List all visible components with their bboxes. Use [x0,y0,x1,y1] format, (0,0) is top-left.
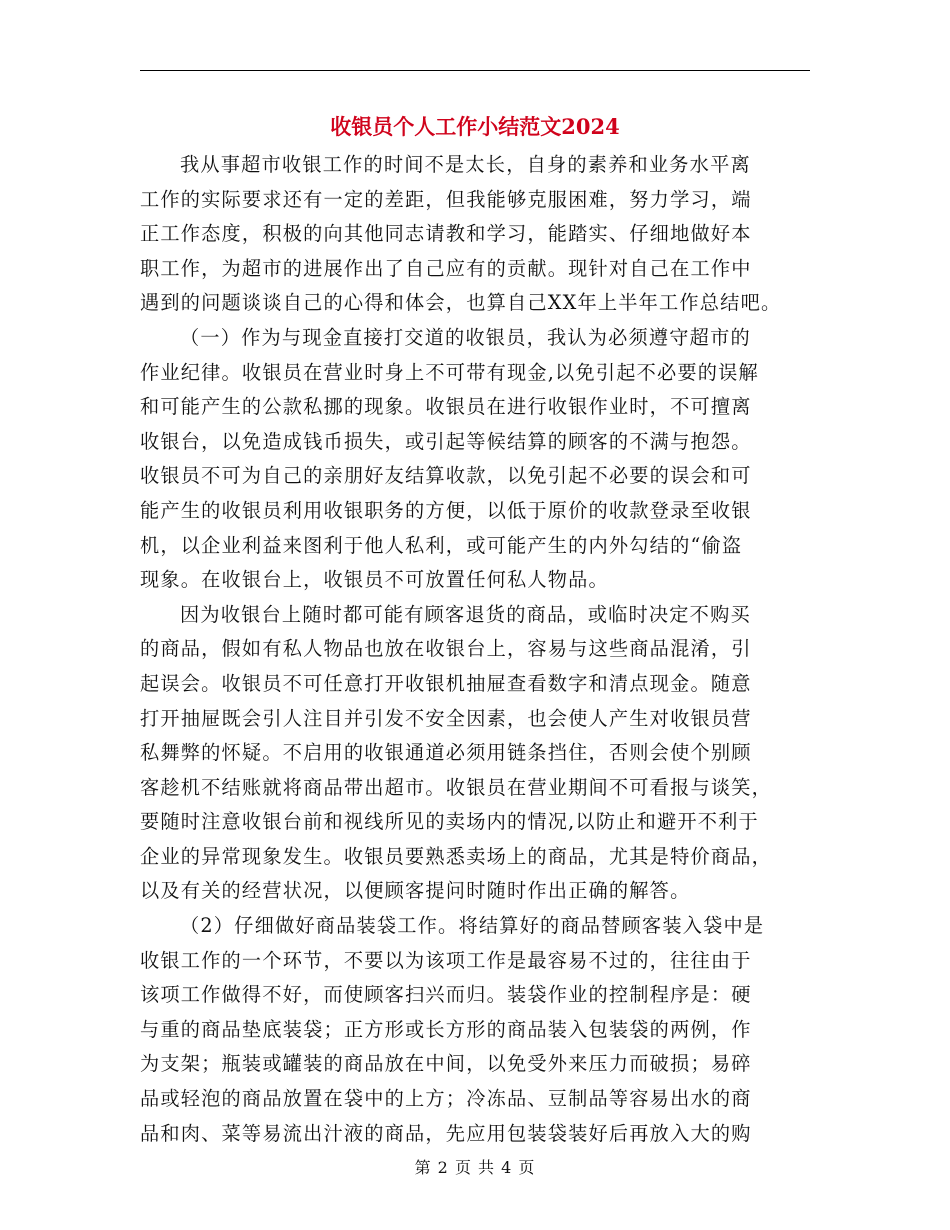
document-body [140,148,810,1151]
body-line: 作业纪律。收银员在营业时身上不可带有现金,以免引起不必要的误解 [140,360,759,384]
body-line: 收银台，以免造成钱币损失，或引起等候结算的顾客的不满与抱怨。 [140,429,752,453]
body-line: 要随时注意收银台前和视线所见的卖场内的情况,以防止和避开不利于 [140,810,759,834]
body-line: 以及有关的经营状况，以便顾客提问时随时作出正确的解答。 [140,879,691,903]
body-line: （一）作为与现金直接打交道的收银员，我认为必须遵守超市的 [180,325,751,349]
body-line: 我从事超市收银工作的时间不是太长，自身的素养和业务水平离 [180,153,751,176]
body-line: 品和肉、菜等易流出汁液的商品，先应用包装袋装好后再放入大的购 [140,1121,752,1145]
page-footer: 第 2 页 共 4 页 [414,1158,536,1177]
body-line: 收银工作的一个环节，不要以为该项工作是最容易不过的，往往由于 [140,948,752,972]
body-line: （2）仔细做好商品装袋工作。将结算好的商品替顾客装入袋中是 [180,914,765,938]
body-line: 能产生的收银员利用收银职务的方便，以低于原价的收款登录至收银 [140,498,752,522]
body-line: 工作的实际要求还有一定的差距，但我能够克服困难，努力学习，端 [140,187,752,211]
body-line: 现象。在收银台上，收银员不可放置任何私人物品。 [140,568,609,592]
body-line: 打开抽屉既会引人注目并引发不安全因素，也会使人产生对收银员营 [140,706,752,730]
body-line: 因为收银台上随时都可能有顾客退货的商品，或临时决定不购买 [180,602,751,626]
body-line: 机，以企业利益来图利于他人私利，或可能产生的内外勾结的“偷盗 [140,533,743,557]
body-line: 私舞弊的怀疑。不启用的收银通道必须用链条挡住，否则会使个别顾 [140,741,752,765]
document-title: 收银员个人工作小结范文2024 [330,114,620,139]
body-line: 企业的异常现象发生。收银员要熟悉卖场上的商品，尤其是特价商品， [140,844,773,868]
body-line: 起误会。收银员不可任意打开收银机抽屉查看数字和清点现金。随意 [140,671,752,695]
body-line: 客趁机不结账就将商品带出超市。收银员在营业期间不可看报与谈笑， [140,775,773,799]
body-line: 该项工作做得不好，而使顾客扫兴而归。装袋作业的控制程序是：硬 [140,983,752,1007]
body-line: 收银员不可为自己的亲朋好友结算收款，以免引起不必要的误会和可 [140,464,752,488]
body-line: 正工作态度，积极的向其他同志请教和学习，能踏实、仔细地做好本 [140,222,752,246]
header-rule [140,70,810,71]
body-line: 职工作，为超市的进展作出了自己应有的贡献。现针对自己在工作中 [140,256,752,280]
body-line: 的商品，假如有私人物品也放在收银台上，容易与这些商品混淆，引 [140,637,752,661]
body-line: 为支架；瓶装或罐装的商品放在中间，以免受外来压力而破损；易碎 [140,1052,752,1076]
body-line: 品或轻泡的商品放置在袋中的上方；冷冻品、豆制品等容易出水的商 [140,1087,752,1111]
body-line: 与重的商品垫底装袋；正方形或长方形的商品装入包装袋的两例，作 [140,1017,752,1041]
body-line: 遇到的问题谈谈自己的心得和体会，也算自己XX年上半年工作总结吧。 [140,291,782,315]
body-line: 和可能产生的公款私挪的现象。收银员在进行收银作业时，不可擅离 [140,395,752,419]
